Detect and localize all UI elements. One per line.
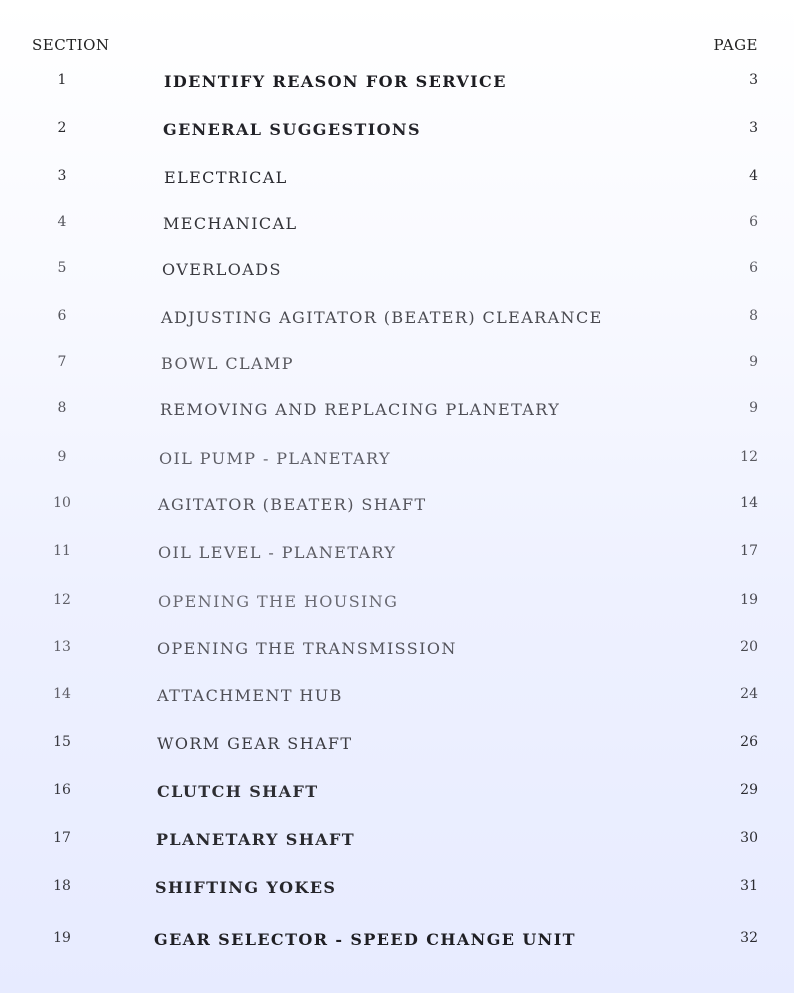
toc-section-title: AGITATOR (BEATER) SHAFT bbox=[158, 495, 427, 514]
toc-section-title: OIL PUMP - PLANETARY bbox=[159, 449, 391, 468]
toc-page-number: 9 bbox=[749, 354, 758, 370]
toc-page-number: 31 bbox=[740, 878, 758, 894]
toc-row bbox=[0, 400, 794, 424]
toc-row bbox=[0, 449, 794, 473]
toc-row bbox=[0, 354, 794, 378]
toc-page-number: 14 bbox=[740, 495, 758, 511]
toc-section-number: 15 bbox=[53, 734, 71, 750]
toc-row bbox=[0, 260, 794, 284]
toc-page-number: 30 bbox=[740, 830, 758, 846]
toc-section-title: OPENING THE HOUSING bbox=[158, 592, 399, 611]
toc-row bbox=[0, 214, 794, 238]
toc-section-number: 12 bbox=[53, 592, 71, 608]
toc-section-title: SHIFTING YOKES bbox=[155, 878, 337, 897]
toc-row bbox=[0, 878, 794, 902]
toc-section-number: 10 bbox=[53, 495, 71, 511]
toc-row bbox=[0, 495, 794, 519]
toc-row bbox=[0, 543, 794, 567]
toc-section-number: 11 bbox=[53, 543, 71, 559]
toc-section-number: 6 bbox=[57, 308, 67, 324]
toc-row bbox=[0, 734, 794, 758]
toc-row bbox=[0, 639, 794, 663]
page-column-header: PAGE bbox=[713, 36, 758, 54]
toc-page-number: 24 bbox=[740, 686, 758, 702]
toc-row bbox=[0, 168, 794, 192]
toc-section-title: ATTACHMENT HUB bbox=[157, 686, 343, 705]
toc-page-number: 29 bbox=[740, 782, 758, 798]
toc-page-number: 8 bbox=[749, 308, 758, 324]
toc-row bbox=[0, 830, 794, 854]
toc-section-title: MECHANICAL bbox=[163, 214, 298, 233]
toc-section-title: REMOVING AND REPLACING PLANETARY bbox=[160, 400, 561, 419]
toc-page-number: 4 bbox=[749, 168, 758, 184]
toc-section-title: GEAR SELECTOR - SPEED CHANGE UNIT bbox=[154, 930, 576, 949]
toc-row bbox=[0, 72, 794, 96]
toc-section-number: 3 bbox=[57, 168, 67, 184]
toc-page-number: 12 bbox=[740, 449, 758, 465]
toc-page-number: 3 bbox=[749, 72, 758, 88]
toc-section-title: ELECTRICAL bbox=[164, 168, 288, 187]
toc-section-number: 13 bbox=[53, 639, 71, 655]
toc-row bbox=[0, 308, 794, 332]
toc-row bbox=[0, 782, 794, 806]
toc-page-number: 17 bbox=[740, 543, 758, 559]
toc-section-number: 2 bbox=[57, 120, 67, 136]
toc-section-number: 14 bbox=[53, 686, 71, 702]
toc-section-title: OVERLOADS bbox=[162, 260, 282, 279]
toc-section-number: 16 bbox=[53, 782, 71, 798]
toc-section-title: GENERAL SUGGESTIONS bbox=[163, 120, 421, 139]
toc-section-number: 5 bbox=[57, 260, 67, 276]
toc-section-title: IDENTIFY REASON FOR SERVICE bbox=[164, 72, 507, 91]
toc-row bbox=[0, 930, 794, 954]
toc-section-number: 18 bbox=[53, 878, 71, 894]
toc-section-title: CLUTCH SHAFT bbox=[157, 782, 319, 801]
toc-section-number: 17 bbox=[53, 830, 71, 846]
toc-page-number: 20 bbox=[740, 639, 758, 655]
toc-page-number: 9 bbox=[749, 400, 758, 416]
toc-page-number: 19 bbox=[740, 592, 758, 608]
toc-section-number: 4 bbox=[57, 214, 67, 230]
toc-page-number: 26 bbox=[740, 734, 758, 750]
toc-section-title: PLANETARY SHAFT bbox=[156, 830, 356, 849]
toc-page-number: 3 bbox=[749, 120, 758, 136]
toc-section-number: 1 bbox=[57, 72, 67, 88]
toc-section-title: ADJUSTING AGITATOR (BEATER) CLEARANCE bbox=[161, 308, 603, 327]
toc-section-title: BOWL CLAMP bbox=[161, 354, 294, 373]
toc-section-title: OIL LEVEL - PLANETARY bbox=[158, 543, 397, 562]
toc-row bbox=[0, 592, 794, 616]
toc-section-title: OPENING THE TRANSMISSION bbox=[157, 639, 457, 658]
toc-page-number: 6 bbox=[749, 214, 758, 230]
toc-section-number: 8 bbox=[57, 400, 67, 416]
toc-page-number: 32 bbox=[740, 930, 758, 946]
toc-section-number: 19 bbox=[53, 930, 71, 946]
toc-page-number: 6 bbox=[749, 260, 758, 276]
toc-section-number: 7 bbox=[57, 354, 67, 370]
toc-row bbox=[0, 686, 794, 710]
section-column-header: SECTION bbox=[32, 36, 110, 54]
toc-row bbox=[0, 120, 794, 144]
toc-section-title: WORM GEAR SHAFT bbox=[157, 734, 353, 753]
toc-section-number: 9 bbox=[57, 449, 67, 465]
